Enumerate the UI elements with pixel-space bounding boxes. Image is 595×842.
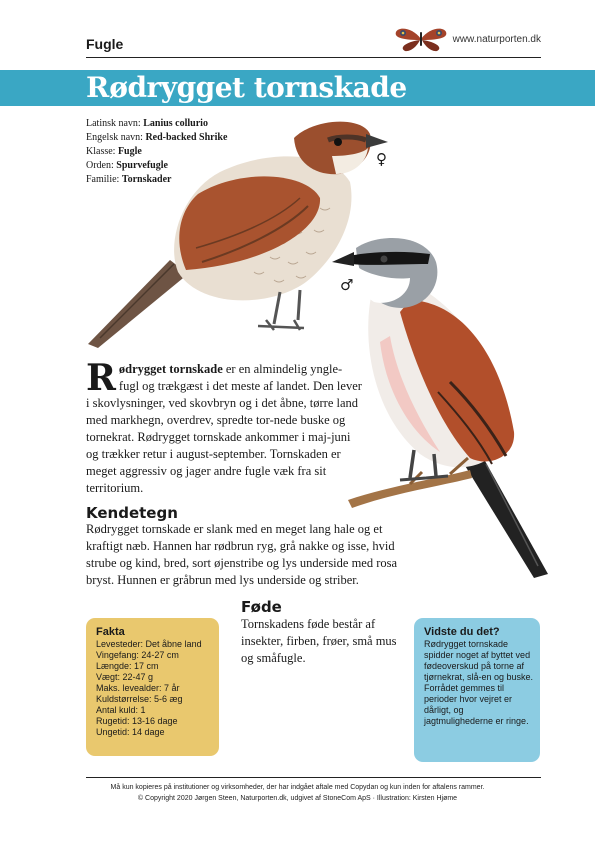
- footer-copyright: © Copyright 2020 Jørgen Steen, Naturporten.dk, udgivet af StoneCom ApS · Illustration: Kirsten Hjøme: [137, 795, 458, 802]
- intro-text: er en almindelig yngle-fugl og trækgæst i det meste af landet. Den lever i skovlysninger, ved skovbryn og i det åbne, tørre land med markhegn, overdrev, spredte tor-nede buske og tornekrat. Rødrygget tornskade ankommer i maj-juni og trækker retur i august-september. Tornskaden er meget aggressiv og jager andre fugle væk fra sit territorium.: [86, 362, 362, 495]
- intro-lead: ødrygget tornskade: [118, 362, 223, 376]
- meta-row-order: Orden: Spurvefugle: [86, 160, 168, 171]
- foede-heading: Føde: [241, 598, 282, 616]
- footer: [0, 782, 595, 804]
- drop-cap: R: [86, 357, 116, 399]
- fakta-line: Længde: 17 cm: [96, 661, 159, 671]
- fakta-line: Vægt: 22-47 g: [96, 672, 154, 682]
- vidste-text: Rødrygget tornskade spidder noget af byttet ved fødeoverskud på torne af tjørnekrat, slå-en og buske. Forrådet gemmes til perioder hvor vejret er dårligt, og jagtmulighederne er ringe.: [424, 639, 534, 726]
- footer-divider: [86, 777, 541, 778]
- kendetegn-heading: Kendetegn: [86, 504, 178, 522]
- site-url[interactable]: www.naturporten.dk: [452, 33, 541, 45]
- header-divider: [86, 57, 541, 58]
- meta-row-english: Engelsk navn: Red-backed Shrike: [86, 132, 228, 143]
- meta-row-family: Familie: Tornskader: [86, 174, 172, 185]
- fakta-box: [86, 618, 219, 756]
- vidste-box: [414, 618, 540, 762]
- butterfly-icon: [393, 26, 449, 52]
- fakta-line: Antal kuld: 1: [96, 705, 146, 715]
- site-brand[interactable]: [393, 26, 541, 52]
- fakta-title: Fakta: [96, 626, 125, 638]
- vidste-title: Vidste du det?: [424, 626, 500, 638]
- fakta-line: Levesteder: Det åbne land: [96, 639, 202, 649]
- fakta-line: Rugetid: 13-16 dage: [96, 716, 178, 726]
- meta-row-latin: Latinsk navn: Lanius collurio: [86, 118, 208, 129]
- male-symbol: ♂: [340, 276, 354, 294]
- footer-license: Må kun kopieres på institutioner og virksomheder, der har indgået aftale med Copydan og kun inden for aftalens rammer.: [110, 784, 485, 791]
- category-label: Fugle: [86, 36, 124, 52]
- fakta-line: Kuldstørrelse: 5-6 æg: [96, 694, 183, 704]
- meta-row-class: Klasse: Fugle: [86, 146, 142, 157]
- female-symbol: ♀: [376, 150, 387, 168]
- page-title: Rødrygget tornskade: [86, 71, 407, 104]
- fakta-line: Vingefang: 24-27 cm: [96, 650, 179, 660]
- fakta-line: Maks. levealder: 7 år: [96, 683, 180, 693]
- intro-paragraph: [86, 357, 362, 497]
- kendetegn-text: Rødrygget tornskade er slank med en meget lang hale og et kraftigt næb. Hannen har rødbrun ryg, grå nakke og isse, hvid strube og kind, bred, sort øjenstribe og lys underside med rosa bryst. Hunnen er gråbrun med lys underside og striber.: [86, 522, 398, 587]
- fakta-line: Ungetid: 14 dage: [96, 727, 165, 737]
- foede-text: Tornskadens føde består af insekter, firben, frøer, små mus og småfugle.: [241, 617, 397, 665]
